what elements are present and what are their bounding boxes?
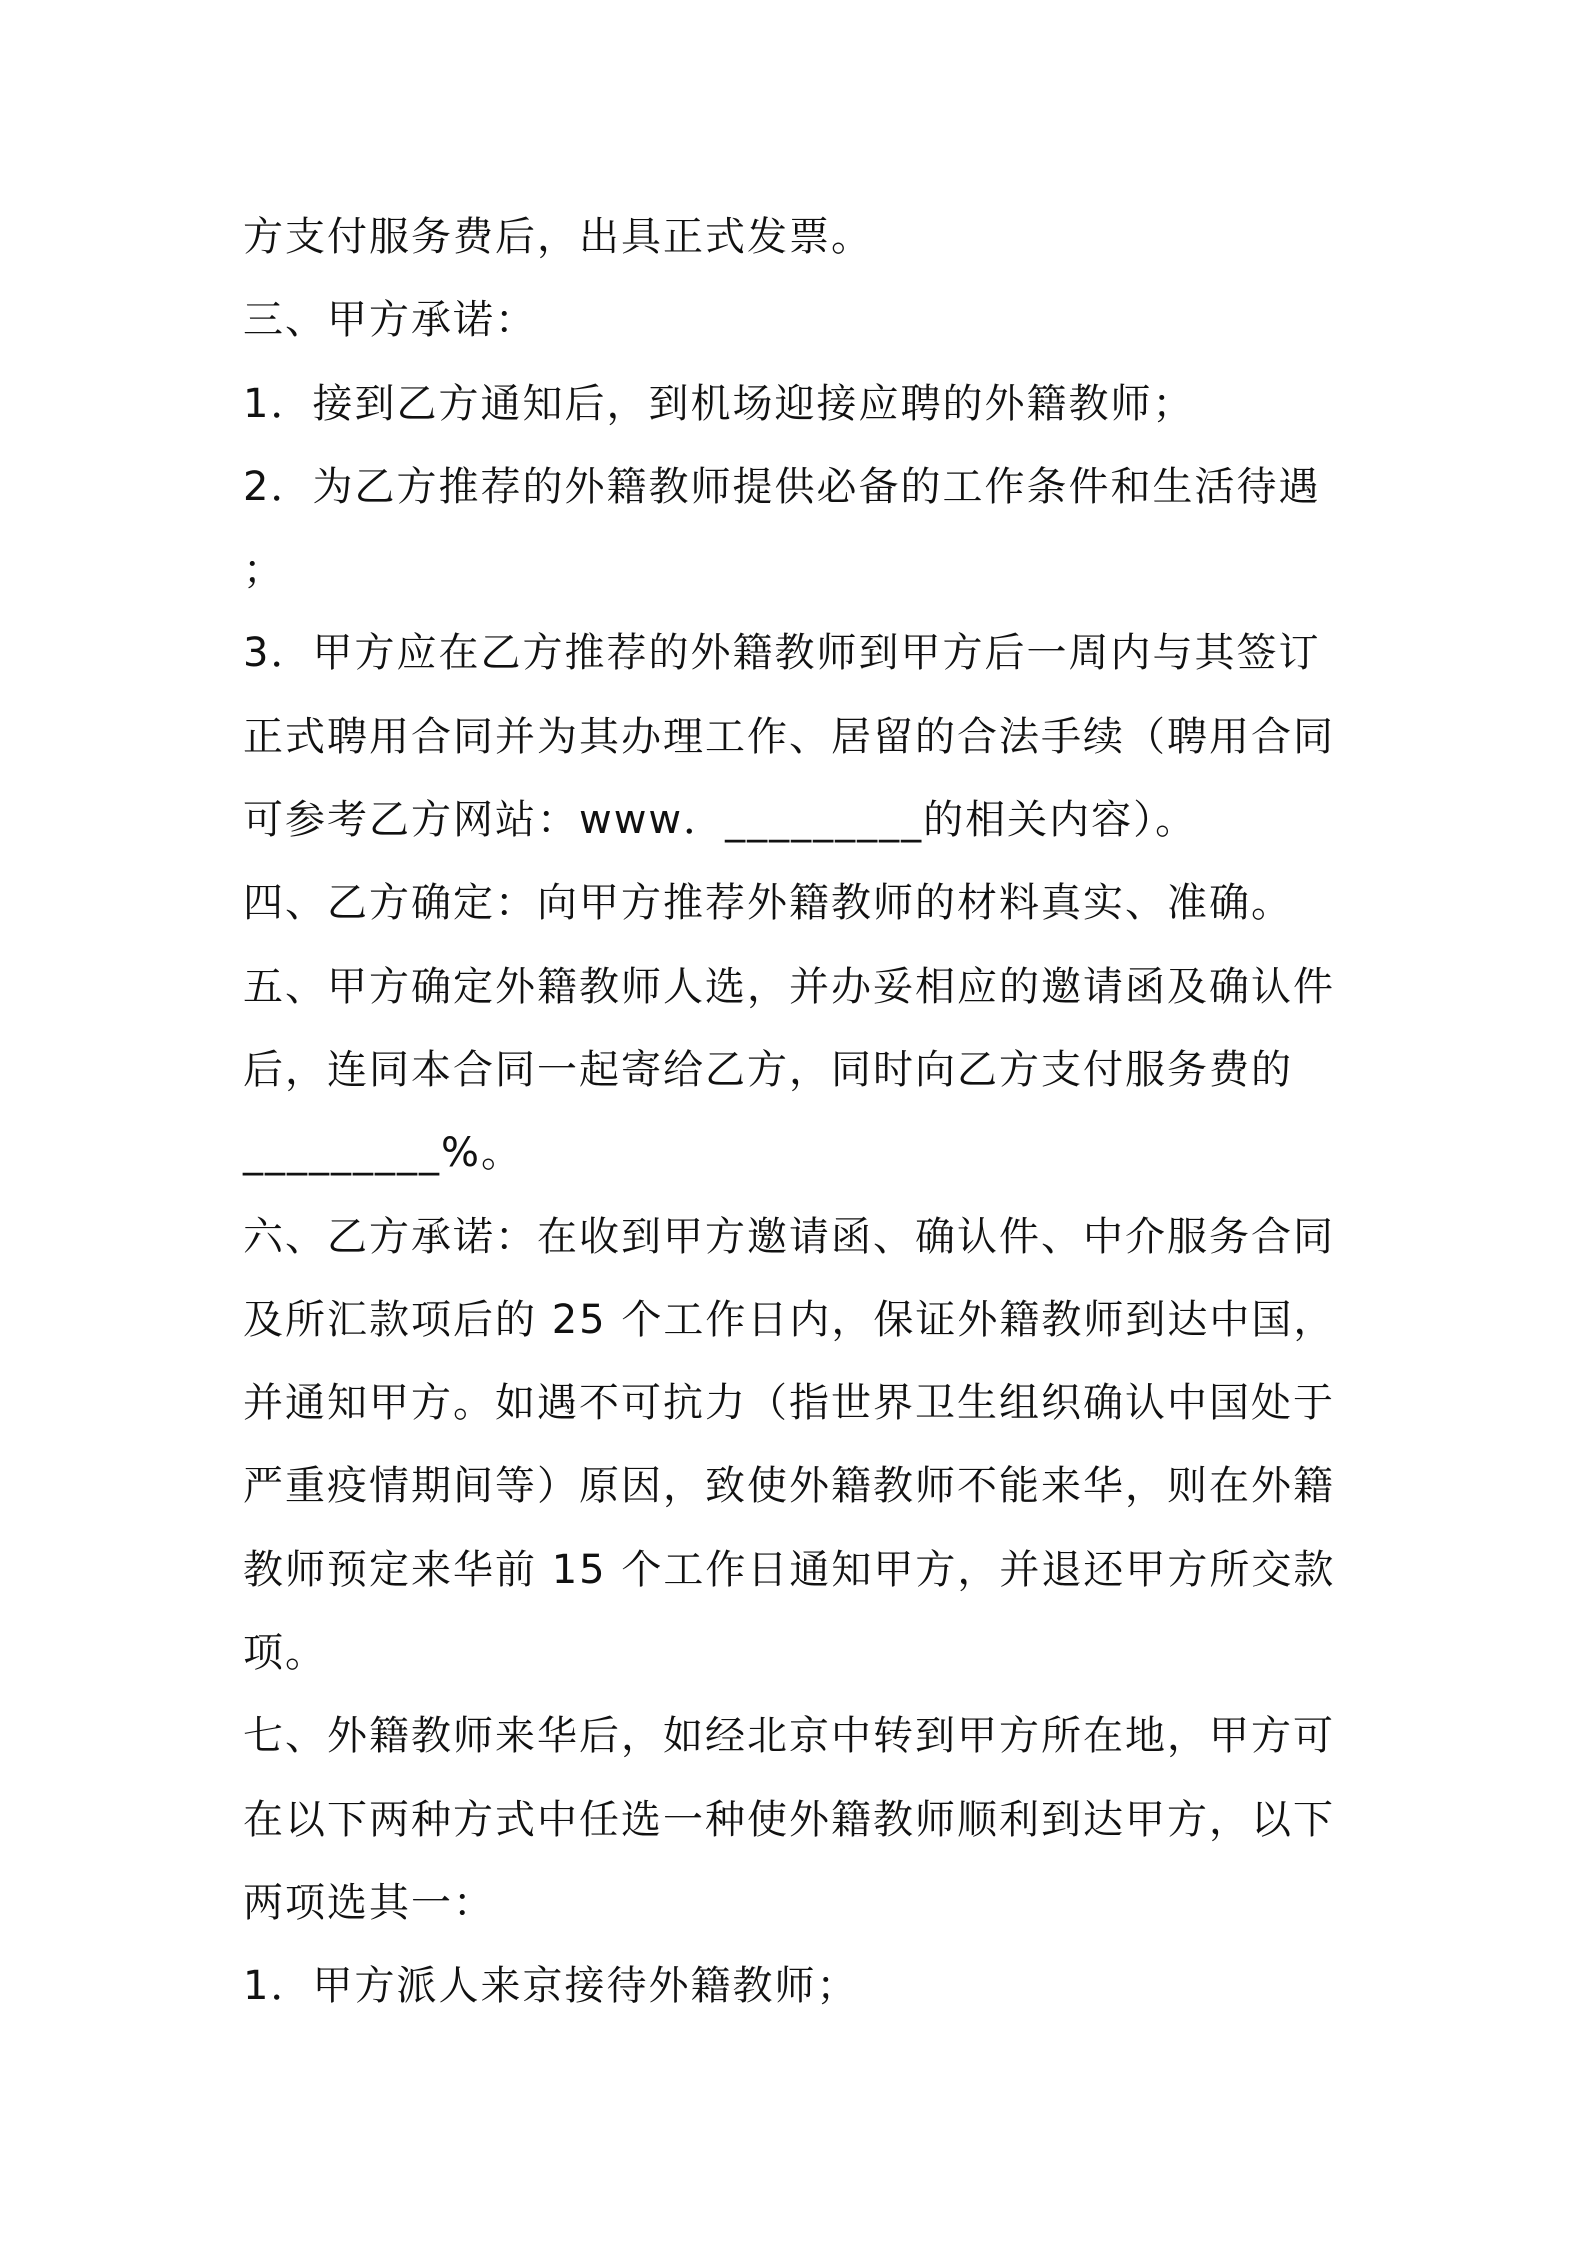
- text-line: 1．甲方派人来京接待外籍教师；: [243, 1963, 859, 2010]
- text-line: 方支付服务费后，出具正式发票。: [243, 214, 873, 260]
- text-line: 2．为乙方推荐的外籍教师提供必备的工作条件和生活待遇: [243, 463, 1321, 510]
- text-line: 教师预定来华前 15 个工作日通知甲方，并退还甲方所交款: [243, 1546, 1336, 1593]
- section-heading: 四、乙方确定：向甲方推荐外籍教师的材料真实、准确。: [243, 880, 1293, 927]
- text-line: 3．甲方应在乙方推荐的外籍教师到甲方后一周内与其签订: [243, 630, 1321, 677]
- text-line: 在以下两种方式中任选一种使外籍教师顺利到达甲方，以下: [243, 1796, 1335, 1843]
- text-line: 正式聘用合同并为其办理工作、居留的合法手续（聘用合同: [243, 713, 1335, 760]
- document-body: [243, 196, 1358, 2029]
- text-line: 可参考乙方网站：www．_________的相关内容）。: [243, 797, 1198, 844]
- text-line: 后，连同本合同一起寄给乙方，同时向乙方支付服务费的: [243, 1046, 1293, 1093]
- section-heading: 六、乙方承诺：在收到甲方邀请函、确认件、中介服务合同: [243, 1213, 1335, 1260]
- text-line: 1．接到乙方通知后，到机场迎接应聘的外籍教师；: [243, 380, 1195, 427]
- section-heading: 三、甲方承诺：: [243, 297, 537, 344]
- text-line: 严重疫情期间等）原因，致使外籍教师不能来华，则在外籍: [243, 1463, 1335, 1510]
- section-heading: 七、外籍教师来华后，如经北京中转到甲方所在地，甲方可: [243, 1713, 1335, 1760]
- text-line: 并通知甲方。如遇不可抗力（指世界卫生组织确认中国处于: [243, 1380, 1335, 1427]
- text-line: 及所汇款项后的 25 个工作日内，保证外籍教师到达中国，: [243, 1296, 1336, 1343]
- text-line: 两项选其一：: [243, 1879, 495, 1926]
- text-line: 项。: [243, 1630, 327, 1677]
- section-heading: 五、甲方确定外籍教师人选，并办妥相应的邀请函及确认件: [243, 963, 1335, 1010]
- text-line: _________%。: [243, 1130, 524, 1177]
- text-line: ；: [243, 547, 285, 594]
